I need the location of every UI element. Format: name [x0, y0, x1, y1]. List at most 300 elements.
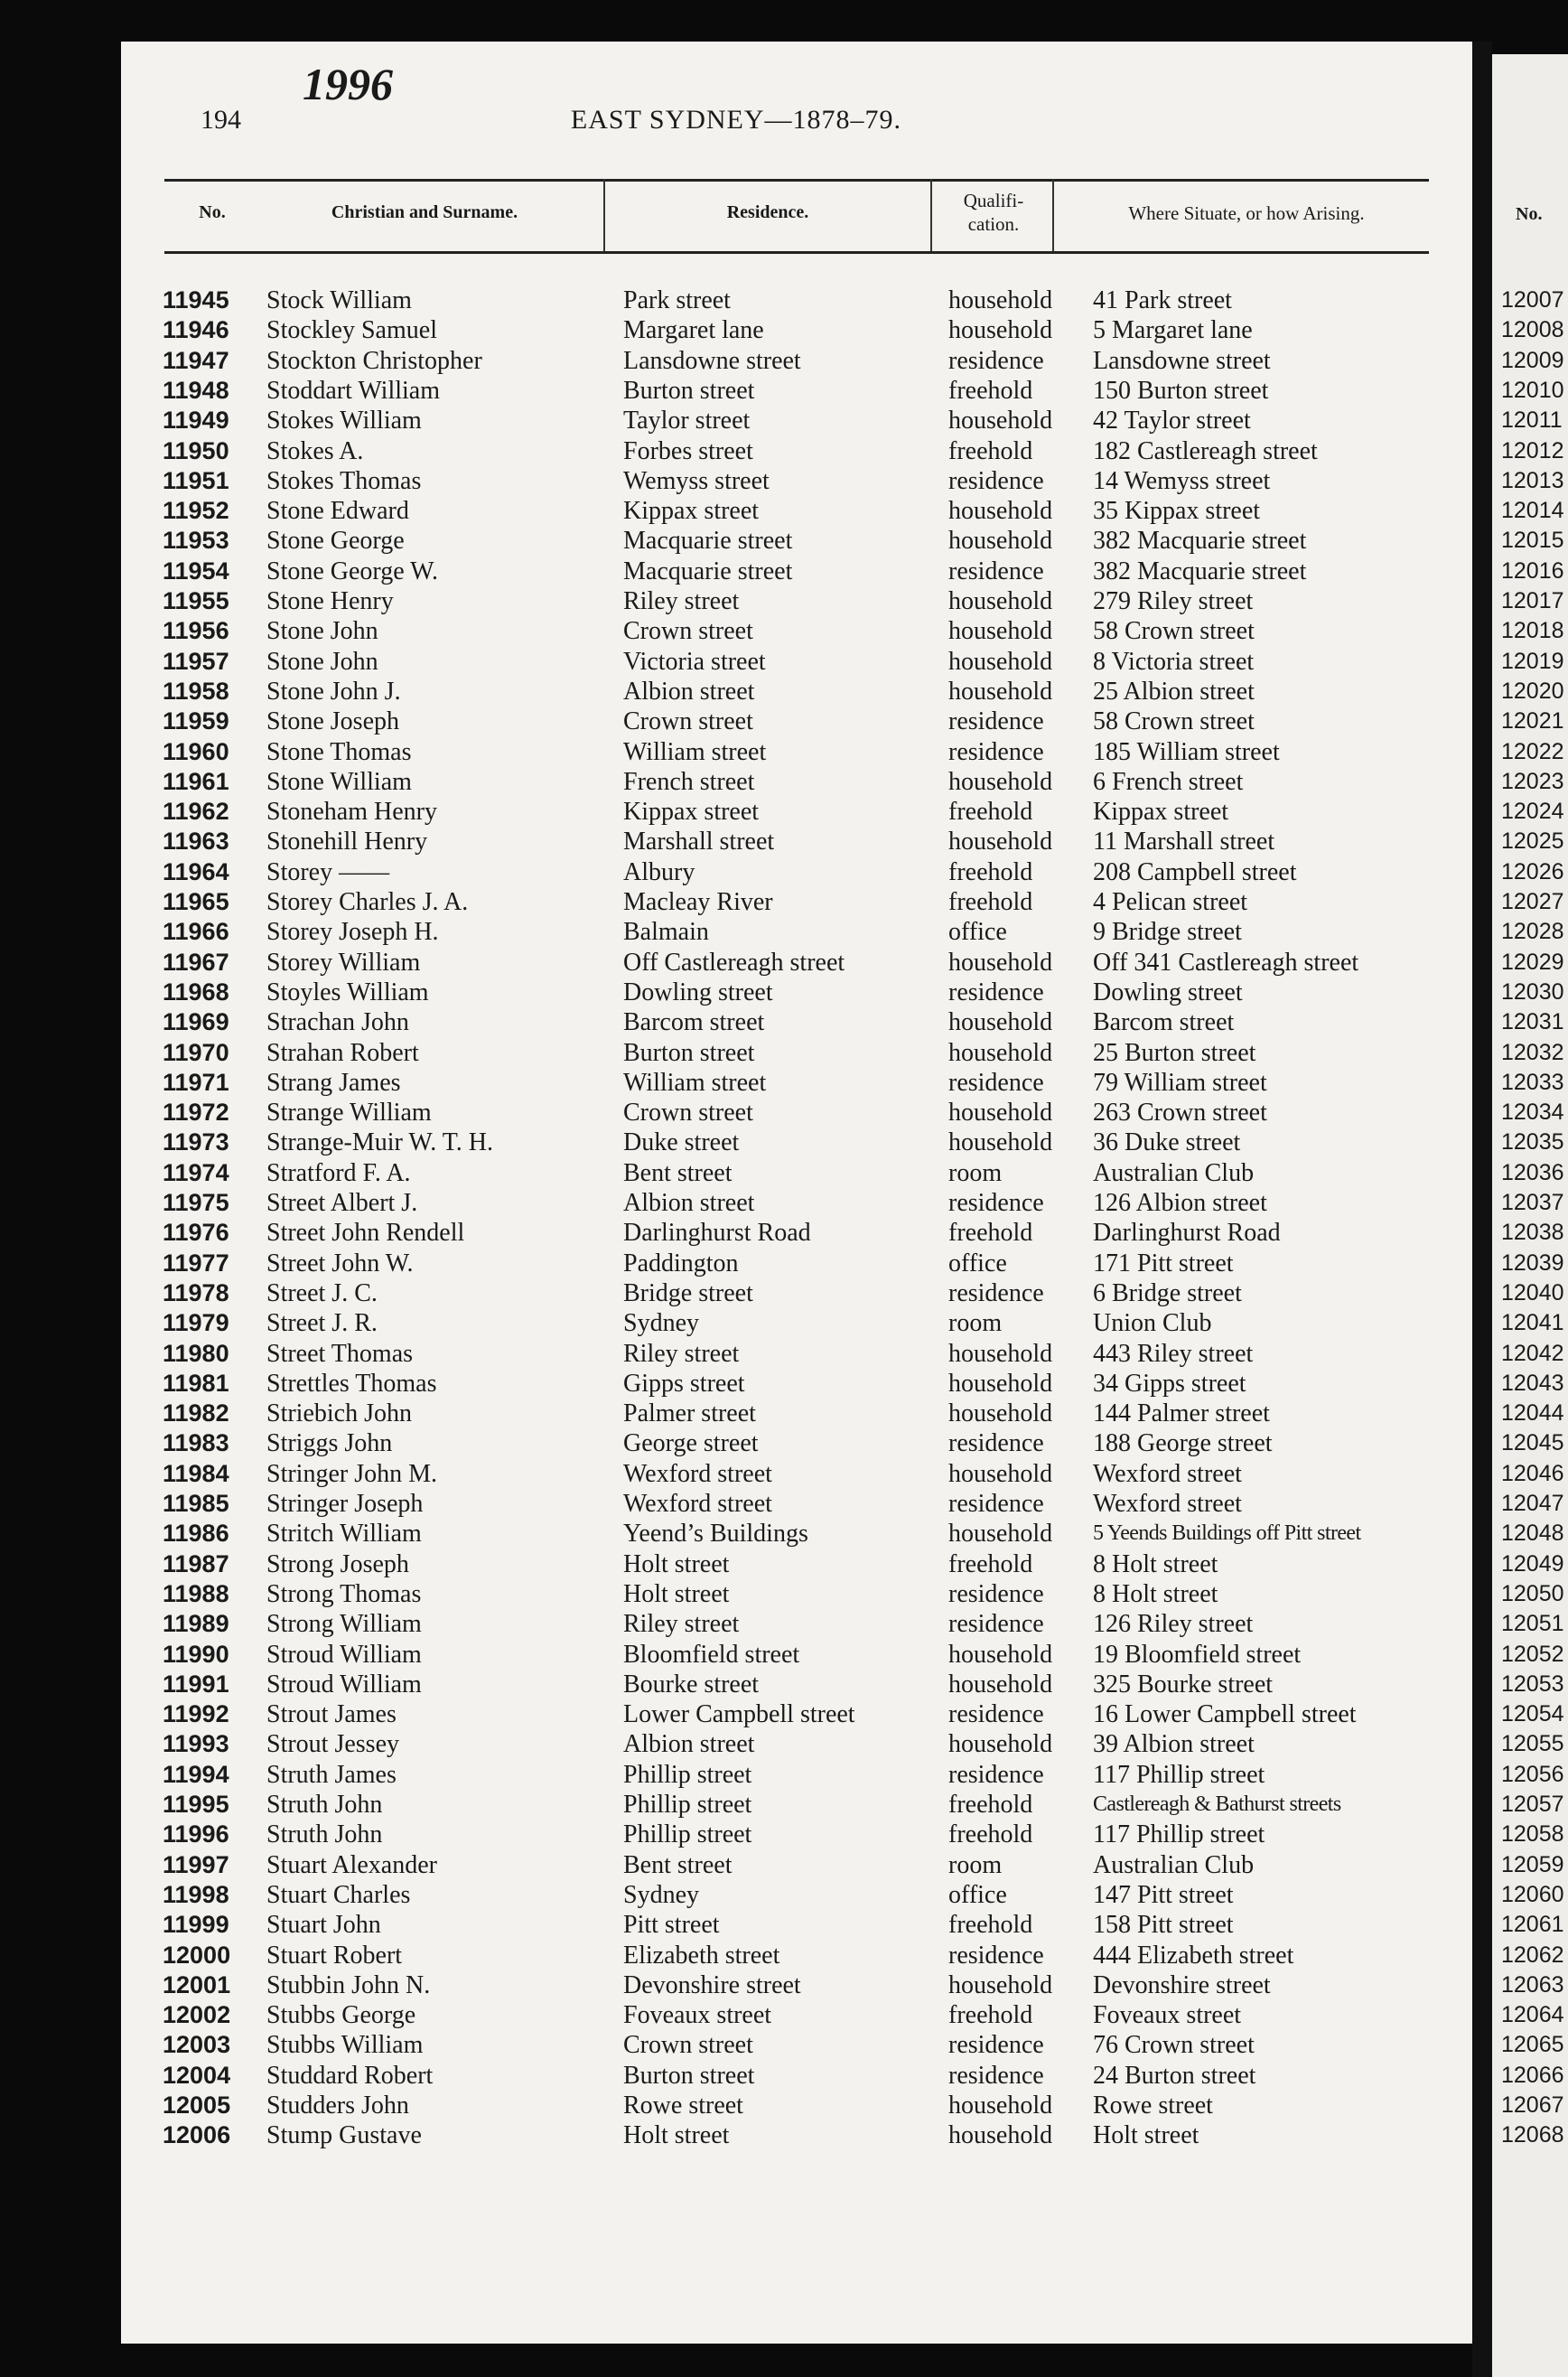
- residence: Yeend’s Buildings: [623, 1520, 808, 1549]
- next-page-number: 12037: [1501, 1190, 1564, 1215]
- table-row: [0, 2000, 1472, 2030]
- where-situate: Wexford street: [1093, 1490, 1242, 1518]
- elector-number: 11964: [163, 857, 229, 885]
- elector-name: Stroud William: [266, 1670, 422, 1699]
- header-name: Christian and Surname.: [331, 202, 518, 222]
- qualification: household: [948, 1970, 1053, 1999]
- page-number: 194: [201, 105, 241, 135]
- next-page-number: 12054: [1501, 1701, 1564, 1727]
- where-situate: Union Club: [1093, 1309, 1212, 1338]
- qualification: household: [948, 1038, 1053, 1067]
- next-page-number: 12012: [1501, 437, 1564, 463]
- qualification: residence: [948, 346, 1044, 375]
- where-situate: Kippax street: [1093, 798, 1229, 827]
- qualification: household: [948, 767, 1053, 796]
- elector-name: Stringer Joseph: [266, 1490, 424, 1518]
- qualification: household: [948, 2092, 1053, 2120]
- qualification: household: [948, 1369, 1053, 1398]
- table-row: [0, 1729, 1472, 1759]
- qualification: residence: [948, 557, 1044, 585]
- table-row: [0, 1820, 1472, 1849]
- elector-number: 11992: [163, 1700, 229, 1728]
- qualification: freehold: [948, 376, 1033, 405]
- next-page-number: 12061: [1501, 1912, 1564, 1938]
- qualification: room: [948, 1850, 1003, 1879]
- table-row: [0, 1399, 1472, 1428]
- running-title: EAST SYDNEY—1878–79.: [570, 105, 902, 135]
- elector-name: Stone John J.: [266, 677, 401, 706]
- next-page-number: 12035: [1501, 1129, 1564, 1156]
- qualification: residence: [948, 1579, 1044, 1608]
- elector-number: 11979: [163, 1309, 229, 1337]
- qualification: residence: [948, 2061, 1044, 2090]
- where-situate: 443 Riley street: [1093, 1339, 1254, 1368]
- residence: Riley street: [623, 587, 740, 615]
- next-page-number: 12046: [1501, 1460, 1564, 1486]
- table-row: [0, 1158, 1472, 1188]
- next-page-number: 12011: [1501, 407, 1563, 434]
- qualification: residence: [948, 1941, 1044, 1970]
- next-page-no-header: No.: [1516, 204, 1543, 224]
- table-row: [0, 797, 1472, 827]
- table-row: [0, 526, 1472, 556]
- residence: Kippax street: [623, 497, 760, 526]
- next-page-number: 12053: [1501, 1670, 1564, 1697]
- residence: Burton street: [623, 1038, 755, 1067]
- elector-number: 11999: [163, 1911, 229, 1939]
- residence: Margaret lane: [623, 316, 764, 345]
- where-situate: 42 Taylor street: [1093, 407, 1251, 435]
- qualification: household: [948, 1640, 1053, 1669]
- where-situate: 444 Elizabeth street: [1093, 1941, 1294, 1970]
- elector-name: Stoddart William: [266, 376, 441, 405]
- next-page-number: 12043: [1501, 1370, 1564, 1396]
- residence: Paddington: [623, 1249, 739, 1277]
- next-page-number: 12023: [1501, 768, 1564, 794]
- elector-name: Stokes A.: [266, 436, 364, 465]
- elector-number: 11994: [163, 1760, 229, 1788]
- elector-number: 11978: [163, 1278, 229, 1306]
- elector-name: Street John Rendell: [266, 1219, 465, 1248]
- table-row: [0, 1218, 1472, 1248]
- next-page-number: 12039: [1501, 1249, 1564, 1276]
- residence: Holt street: [623, 2121, 730, 2150]
- qualification: household: [948, 677, 1053, 706]
- elector-name: Storey Joseph H.: [266, 918, 439, 947]
- next-page-number: 12013: [1501, 467, 1564, 493]
- elector-name: Strachan John: [266, 1008, 409, 1037]
- residence: Marshall street: [623, 828, 775, 856]
- elector-name: Struth James: [266, 1760, 397, 1789]
- where-situate: 35 Kippax street: [1093, 497, 1261, 526]
- next-page-number: 12058: [1501, 1821, 1564, 1848]
- qualification: household: [948, 316, 1053, 345]
- residence: Barcom street: [623, 1008, 765, 1037]
- qualification: freehold: [948, 2001, 1033, 2030]
- residence: Crown street: [623, 707, 753, 736]
- next-page-number: 12047: [1501, 1491, 1564, 1516]
- where-situate: 14 Wemyss street: [1093, 466, 1271, 495]
- header-no: No.: [199, 202, 226, 222]
- residence: Foveaux street: [623, 2001, 772, 2030]
- qualification: room: [948, 1309, 1003, 1338]
- next-page-number: 12059: [1501, 1851, 1564, 1877]
- where-situate: 76 Crown street: [1093, 2031, 1255, 2060]
- elector-number: 11961: [163, 767, 229, 795]
- table-row: [0, 496, 1472, 526]
- elector-number: 11945: [163, 286, 229, 314]
- table-row: [0, 1910, 1472, 1940]
- column-divider: [930, 179, 932, 251]
- qualification: freehold: [948, 1549, 1033, 1578]
- where-situate: 325 Bourke street: [1093, 1670, 1274, 1699]
- header-qualification-2: cation.: [967, 213, 1020, 235]
- residence: Phillip street: [623, 1760, 752, 1789]
- qualification: household: [948, 948, 1053, 977]
- elector-name: Struth John: [266, 1791, 383, 1819]
- residence: Gipps street: [623, 1369, 745, 1398]
- residence: Albion street: [623, 1189, 755, 1217]
- elector-number: 12005: [163, 2092, 231, 2119]
- elector-number: 11962: [163, 798, 229, 826]
- elector-number: 11955: [163, 587, 229, 614]
- next-page-number: 12052: [1501, 1641, 1564, 1667]
- elector-number: 11971: [163, 1068, 229, 1096]
- residence: Taylor street: [623, 407, 751, 435]
- elector-number: 11948: [163, 376, 229, 404]
- residence: Bourke street: [623, 1670, 760, 1699]
- qualification: residence: [948, 2031, 1044, 2060]
- residence: Albion street: [623, 1730, 755, 1759]
- elector-name: Stubbs George: [266, 2001, 416, 2030]
- table-row: [0, 857, 1472, 887]
- residence: Crown street: [623, 2031, 753, 2060]
- next-page-number: 12042: [1501, 1340, 1564, 1366]
- next-page-number: 12027: [1501, 889, 1564, 914]
- elector-name: Stone Edward: [266, 497, 409, 526]
- where-situate: 4 Pelican street: [1093, 888, 1248, 916]
- next-page-number: 12009: [1501, 347, 1564, 373]
- elector-name: Storey Charles J. A.: [266, 888, 469, 916]
- table-row: [0, 1519, 1472, 1549]
- table-row: [0, 315, 1472, 345]
- next-page-number: 12065: [1501, 2032, 1564, 2058]
- table-row: [0, 1308, 1472, 1338]
- table-row: [0, 1428, 1472, 1458]
- next-page-number: 12015: [1501, 528, 1564, 554]
- residence: Wemyss street: [623, 466, 770, 495]
- table-row: [0, 737, 1472, 767]
- table-row: [0, 2030, 1472, 2060]
- qualification: freehold: [948, 1820, 1033, 1849]
- residence: French street: [623, 767, 755, 796]
- table-row: [0, 1880, 1472, 1910]
- next-page-number: 12056: [1501, 1761, 1564, 1787]
- elector-number: 11970: [163, 1038, 229, 1066]
- where-situate: Rowe street: [1093, 2092, 1213, 2120]
- elector-name: Stritch William: [266, 1520, 422, 1549]
- elector-number: 11972: [163, 1099, 229, 1127]
- next-page-number: 12055: [1501, 1731, 1564, 1757]
- table-row: [0, 707, 1472, 736]
- next-page-number: 12026: [1501, 858, 1564, 884]
- qualification: residence: [948, 466, 1044, 495]
- next-page-number: 12064: [1501, 2002, 1564, 2028]
- elector-number: 11977: [163, 1249, 229, 1277]
- where-situate: 208 Campbell street: [1093, 857, 1297, 886]
- qualification: household: [948, 1339, 1053, 1368]
- residence: Park street: [623, 286, 731, 314]
- where-situate: 16 Lower Campbell street: [1093, 1700, 1357, 1729]
- table-row: [0, 1850, 1472, 1880]
- where-situate: 25 Burton street: [1093, 1038, 1256, 1067]
- qualification: office: [948, 1249, 1007, 1277]
- table-row: [0, 436, 1472, 466]
- qualification: household: [948, 587, 1053, 615]
- next-page-number: 12036: [1501, 1159, 1564, 1185]
- qualification: residence: [948, 707, 1044, 736]
- elector-name: Stonehill Henry: [266, 828, 428, 856]
- qualification: freehold: [948, 436, 1033, 465]
- qualification: household: [948, 407, 1053, 435]
- table-row: [0, 2061, 1472, 2091]
- elector-number: 11987: [163, 1549, 229, 1577]
- next-page-number: 12063: [1501, 1971, 1564, 1998]
- table-row: [0, 1038, 1472, 1068]
- qualification: household: [948, 828, 1053, 856]
- table-row: [0, 827, 1472, 856]
- residence: Bridge street: [623, 1278, 753, 1307]
- elector-name: Stokes Thomas: [266, 466, 422, 495]
- elector-name: Stubbin John N.: [266, 1970, 431, 1999]
- qualification: freehold: [948, 1791, 1033, 1819]
- residence: George street: [623, 1429, 759, 1458]
- where-situate: Foveaux street: [1093, 2001, 1242, 2030]
- next-page-number: 12014: [1501, 498, 1564, 524]
- residence: Lansdowne street: [623, 346, 801, 375]
- qualification: household: [948, 1008, 1053, 1037]
- qualification: household: [948, 286, 1053, 314]
- qualification: office: [948, 1880, 1007, 1909]
- table-row: [0, 948, 1472, 978]
- where-situate: 8 Holt street: [1093, 1549, 1218, 1578]
- next-page-number: 12030: [1501, 978, 1564, 1005]
- elector-name: Strange William: [266, 1099, 432, 1128]
- table-row: [0, 1640, 1472, 1670]
- qualification: freehold: [948, 1219, 1033, 1248]
- qualification: residence: [948, 1068, 1044, 1097]
- where-situate: 5 Margaret lane: [1093, 316, 1253, 345]
- elector-name: Stone John: [266, 617, 378, 646]
- next-page-number: 12032: [1501, 1039, 1564, 1065]
- elector-name: Strong William: [266, 1610, 422, 1639]
- residence: Elizabeth street: [623, 1941, 780, 1970]
- table-row: [0, 1249, 1472, 1278]
- table-row: [0, 1188, 1472, 1218]
- qualification: household: [948, 1099, 1053, 1128]
- table-row: [0, 2091, 1472, 2120]
- next-page-number: 12060: [1501, 1881, 1564, 1907]
- elector-number: 11960: [163, 737, 229, 765]
- residence: Dowling street: [623, 978, 773, 1006]
- elector-number: 11947: [163, 346, 229, 374]
- residence: William street: [623, 1068, 767, 1097]
- elector-name: Stuart Alexander: [266, 1850, 437, 1879]
- volume-stamp: 1996: [303, 59, 393, 109]
- where-situate: 263 Crown street: [1093, 1099, 1267, 1128]
- elector-name: Striggs John: [266, 1429, 393, 1458]
- elector-number: 11954: [163, 557, 229, 585]
- header-residence: Residence.: [726, 202, 809, 222]
- elector-name: Street J. C.: [266, 1278, 378, 1307]
- qualification: household: [948, 647, 1053, 676]
- elector-number: 11949: [163, 407, 229, 435]
- residence: Holt street: [623, 1579, 730, 1608]
- residence: Victoria street: [623, 647, 766, 676]
- next-page-number: 12066: [1501, 2062, 1564, 2088]
- table-row: [0, 677, 1472, 707]
- elector-number: 12000: [163, 1941, 231, 1969]
- elector-name: Stokes William: [266, 407, 422, 435]
- table-row: [0, 1941, 1472, 1970]
- next-page-number: 12031: [1501, 1009, 1564, 1035]
- residence: Duke street: [623, 1128, 740, 1157]
- residence: Burton street: [623, 376, 755, 405]
- elector-name: Storey ——: [266, 857, 390, 886]
- elector-number: 12002: [163, 2001, 231, 2029]
- next-page-number: 12062: [1501, 1942, 1564, 1968]
- where-situate: 126 Riley street: [1093, 1610, 1254, 1639]
- where-situate: 41 Park street: [1093, 286, 1232, 314]
- elector-name: Street J. R.: [266, 1309, 378, 1338]
- next-page-number: 12019: [1501, 648, 1564, 674]
- elector-number: 12004: [163, 2061, 231, 2089]
- qualification: household: [948, 617, 1053, 646]
- next-page-number: 12033: [1501, 1069, 1564, 1095]
- table-row: [0, 1579, 1472, 1609]
- table-row: [0, 586, 1472, 616]
- residence: Albion street: [623, 677, 755, 706]
- residence: Devonshire street: [623, 1970, 801, 1999]
- table-row: [0, 1128, 1472, 1157]
- next-page-number: 12050: [1501, 1580, 1564, 1606]
- header-where: Where Situate, or how Arising.: [1128, 202, 1365, 224]
- where-situate: 24 Burton street: [1093, 2061, 1256, 2090]
- residence: Holt street: [623, 1549, 730, 1578]
- elector-name: Stock William: [266, 286, 412, 314]
- header-bottom-rule: [164, 251, 1429, 254]
- qualification: household: [948, 2121, 1053, 2150]
- qualification: freehold: [948, 1911, 1033, 1940]
- qualification: freehold: [948, 798, 1033, 827]
- table-row: [0, 1699, 1472, 1729]
- where-situate: 11 Marshall street: [1093, 828, 1275, 856]
- qualification: room: [948, 1158, 1003, 1187]
- elector-number: 11993: [163, 1730, 229, 1758]
- elector-number: 11953: [163, 527, 229, 555]
- next-page-number: 12051: [1501, 1611, 1564, 1637]
- qualification: household: [948, 1399, 1053, 1428]
- elector-number: 11950: [163, 436, 229, 464]
- qualification: household: [948, 1459, 1053, 1488]
- table-row: [0, 1489, 1472, 1519]
- table-row: [0, 767, 1472, 797]
- qualification: freehold: [948, 857, 1033, 886]
- elector-number: 11958: [163, 677, 229, 705]
- elector-number: 11995: [163, 1791, 229, 1818]
- where-situate: Darlinghurst Road: [1093, 1219, 1281, 1248]
- qualification: residence: [948, 1189, 1044, 1217]
- next-page-number: 12067: [1501, 2092, 1564, 2118]
- qualification: freehold: [948, 888, 1033, 916]
- next-page-number: 12049: [1501, 1550, 1564, 1577]
- residence: Crown street: [623, 1099, 753, 1128]
- table-row: [0, 376, 1472, 406]
- elector-number: 11991: [163, 1670, 229, 1698]
- qualification: residence: [948, 978, 1044, 1006]
- residence: Macleay River: [623, 888, 773, 916]
- residence: Pitt street: [623, 1911, 720, 1940]
- where-situate: 171 Pitt street: [1093, 1249, 1234, 1277]
- table-row: [0, 978, 1472, 1007]
- residence: Crown street: [623, 617, 753, 646]
- next-page-number: 12024: [1501, 799, 1564, 825]
- next-page-number: 12045: [1501, 1430, 1564, 1456]
- elector-number: 11983: [163, 1429, 229, 1457]
- next-page-number: 12017: [1501, 588, 1564, 613]
- where-situate: Holt street: [1093, 2121, 1199, 2150]
- where-situate: 382 Macquarie street: [1093, 527, 1307, 556]
- where-situate: 58 Crown street: [1093, 617, 1255, 646]
- elector-name: Strange-Muir W. T. H.: [266, 1128, 493, 1157]
- where-situate: 147 Pitt street: [1093, 1880, 1234, 1909]
- where-situate: Devonshire street: [1093, 1970, 1271, 1999]
- table-row: [0, 887, 1472, 917]
- elector-name: Stubbs William: [266, 2031, 424, 2060]
- elector-number: 11982: [163, 1399, 229, 1427]
- qualification: residence: [948, 1429, 1044, 1458]
- elector-name: Storey William: [266, 948, 421, 977]
- elector-number: 12006: [163, 2121, 231, 2149]
- elector-number: 11965: [163, 888, 229, 915]
- elector-name: Stringer John M.: [266, 1459, 437, 1488]
- elector-number: 11988: [163, 1579, 229, 1607]
- table-row: [0, 285, 1472, 315]
- where-situate: 8 Holt street: [1093, 1579, 1218, 1608]
- next-page-number: 12018: [1501, 618, 1564, 644]
- next-page-strip: [1492, 54, 1568, 2377]
- where-situate: 58 Crown street: [1093, 707, 1255, 736]
- elector-number: 11963: [163, 828, 229, 856]
- elector-name: Struth John: [266, 1820, 383, 1849]
- where-situate: 158 Pitt street: [1093, 1911, 1234, 1940]
- where-situate: 6 Bridge street: [1093, 1278, 1242, 1307]
- elector-name: Stroud William: [266, 1640, 422, 1669]
- elector-number: 11974: [163, 1158, 229, 1186]
- next-page-number: 12040: [1501, 1279, 1564, 1305]
- header-top-rule: [164, 179, 1429, 182]
- next-page-number: 12008: [1501, 317, 1564, 343]
- elector-number: 11966: [163, 918, 229, 946]
- table-row: [0, 346, 1472, 376]
- where-situate: 150 Burton street: [1093, 376, 1269, 405]
- elector-number: 11946: [163, 316, 229, 344]
- elector-name: Stockton Christopher: [266, 346, 482, 375]
- qualification: residence: [948, 737, 1044, 766]
- next-page-number: 12038: [1501, 1220, 1564, 1246]
- elector-number: 11998: [163, 1880, 229, 1908]
- table-row: [0, 2120, 1472, 2150]
